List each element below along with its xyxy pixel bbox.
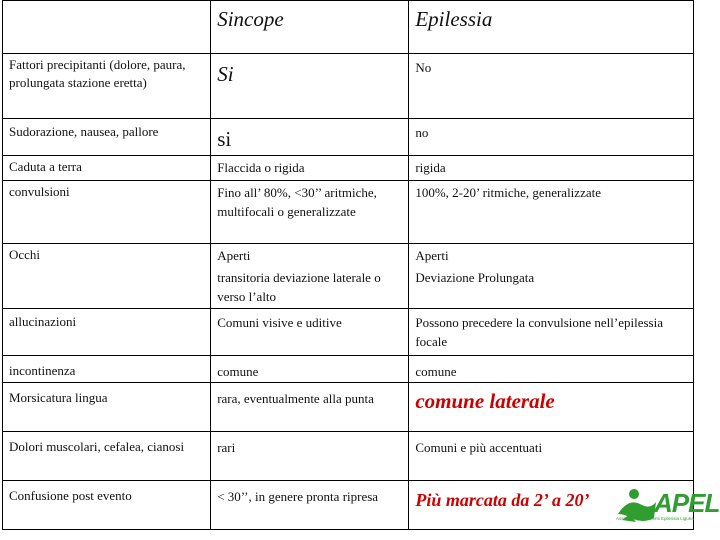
sincope-cell: Fino all’ 80%, <30’’ aritmiche, multifocali o generalizzate (211, 181, 409, 244)
epilessia-cell: no (409, 119, 694, 156)
header-sincope: Sincope (211, 1, 409, 54)
row-label: Confusione post evento (3, 481, 211, 530)
sincope-value: si (217, 127, 232, 151)
row-label: convulsioni (3, 181, 211, 244)
row-label: Morsicatura lingua (3, 383, 211, 432)
table-row (3, 181, 694, 244)
sincope-cell (211, 244, 409, 309)
table-row (3, 481, 694, 530)
table-row (3, 383, 694, 432)
epilessia-cell: 100%, 2-20’ ritmiche, generalizzate (409, 181, 694, 244)
comparison-table (2, 0, 694, 530)
table-row (3, 54, 694, 119)
table-row (3, 244, 694, 309)
epilessia-cell: comune (409, 356, 694, 383)
sincope-cell: rari (211, 432, 409, 481)
epilessia-line: Aperti (415, 248, 449, 263)
row-label: Fattori precipitanti (dolore, paura, prolungata stazione eretta) (3, 54, 211, 119)
sincope-cell: Flaccida o rigida (211, 156, 409, 181)
sincope-value: Si (217, 62, 234, 86)
sincope-line: transitoria deviazione laterale o verso l’alto (217, 270, 381, 304)
epilessia-cell (409, 383, 694, 432)
table-row (3, 156, 694, 181)
sincope-cell: Comuni visive e uditive (211, 309, 409, 356)
logo-subtitle: Associazione Pazienti Epilessia Liguria (616, 516, 694, 521)
row-label: Occhi (3, 244, 211, 309)
epilessia-highlight: Più marcata da 2’ a 20’ (415, 490, 590, 510)
epilessia-line: Deviazione Prolungata (415, 270, 535, 285)
row-label: Caduta a terra (3, 156, 211, 181)
row-label: incontinenza (3, 356, 211, 383)
header-row (3, 1, 694, 54)
table-row (3, 309, 694, 356)
sincope-cell: rara, eventualmente alla punta (211, 383, 409, 432)
row-label: Sudorazione, nausea, pallore (3, 119, 211, 156)
epilessia-cell: Possono precedere la convulsione nell’epilessia focale (409, 309, 694, 356)
sincope-cell (211, 119, 409, 156)
sincope-cell: < 30’’, in genere pronta ripresa (211, 481, 409, 530)
row-label: Dolori muscolari, cefalea, cianosi (3, 432, 211, 481)
epilessia-cell: Comuni e più accentuati (409, 432, 694, 481)
logo-text: APEL (654, 488, 720, 518)
sincope-line: Aperti (217, 248, 251, 263)
sincope-cell (211, 54, 409, 119)
header-epilessia: Epilessia (409, 1, 694, 54)
epilessia-cell (409, 244, 694, 309)
table-row (3, 356, 694, 383)
epilessia-cell: rigida (409, 156, 694, 181)
header-empty-cell (3, 1, 211, 54)
row-label: allucinazioni (3, 309, 211, 356)
sincope-cell: comune (211, 356, 409, 383)
table-row (3, 432, 694, 481)
epilessia-highlight: comune laterale (415, 389, 555, 413)
epilessia-cell: No (409, 54, 694, 119)
table-row (3, 119, 694, 156)
